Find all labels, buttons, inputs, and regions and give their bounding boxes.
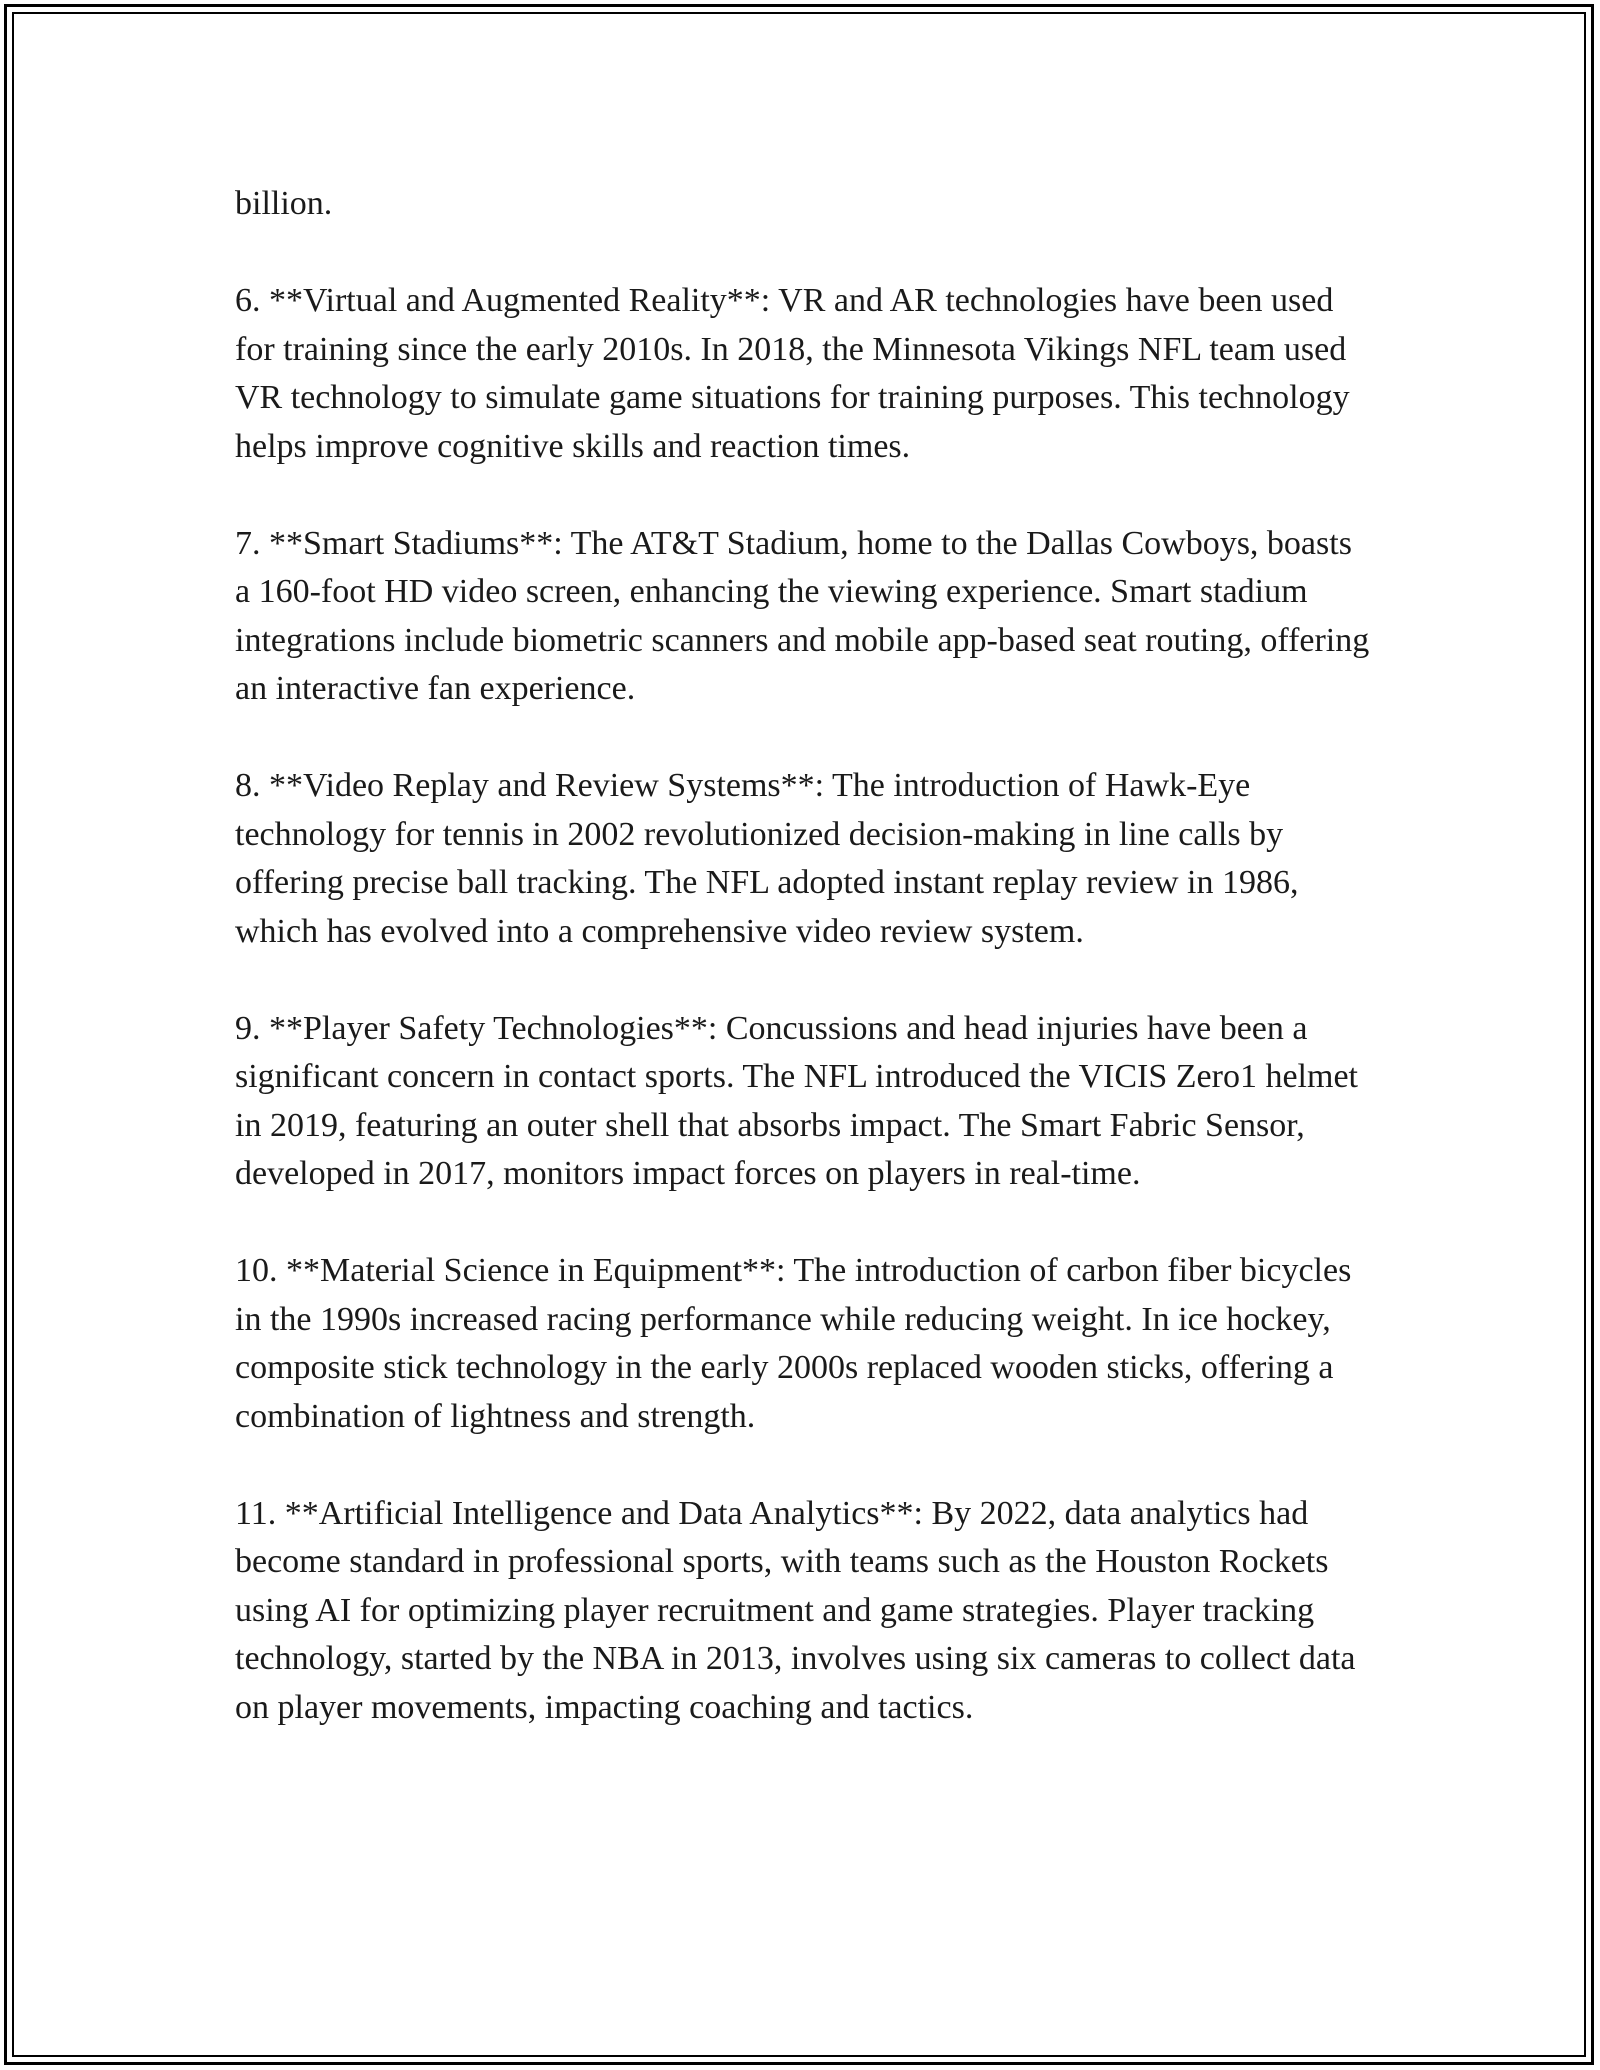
document-body [235,180,1375,1781]
paragraph-video-replay: 8. **Video Replay and Review Systems**: The introduction of Hawk-Eye technology for tennis in 2002 revolutionized decision-making in line calls by offering precise ball tracking. The NFL adopted instant replay review in 1986, which has evolved into a comprehensive video review system. [235,767,1299,950]
paragraph-smart-stadiums: 7. **Smart Stadiums**: The AT&T Stadium, home to the Dallas Cowboys, boasts a 160-foot HD video screen, enhancing the viewing experience. Smart stadium integrations include biometric scanners and mobile app-based seat routing, offering an interactive fan experience. [235,524,1370,707]
paragraph-continuation: billion. [235,185,333,222]
paragraph-material-science: 10. **Material Science in Equipment**: The introduction of carbon fiber bicycles in the 1990s increased racing performance while reducing weight. In ice hockey, composite stick technology in the early 2000s replaced wooden sticks, offering a combination of lightness and strength. [235,1252,1352,1435]
paragraph-virtual-augmented-reality: 6. **Virtual and Augmented Reality**: VR and AR technologies have been used for training since the early 2010s. In 2018, the Minnesota Vikings NFL team used VR technology to simulate game situations for training purposes. This technology helps improve cognitive skills and reaction times. [235,282,1350,465]
paragraph-ai-data-analytics: 11. **Artificial Intelligence and Data Analytics**: By 2022, data analytics had become standard in professional sports, with teams such as the Houston Rockets using AI for optimizing player recruitment and game strategies. Player tracking technology, started by the NBA in 2013, involves using six cameras to collect data on player movements, impacting coaching and tactics. [235,1494,1356,1726]
paragraph-player-safety: 9. **Player Safety Technologies**: Concussions and head injuries have been a significant concern in contact sports. The NFL introduced the VICIS Zero1 helmet in 2019, featuring an outer shell that absorbs impact. The Smart Fabric Sensor, developed in 2017, monitors impact forces on players in real-time. [235,1009,1358,1192]
